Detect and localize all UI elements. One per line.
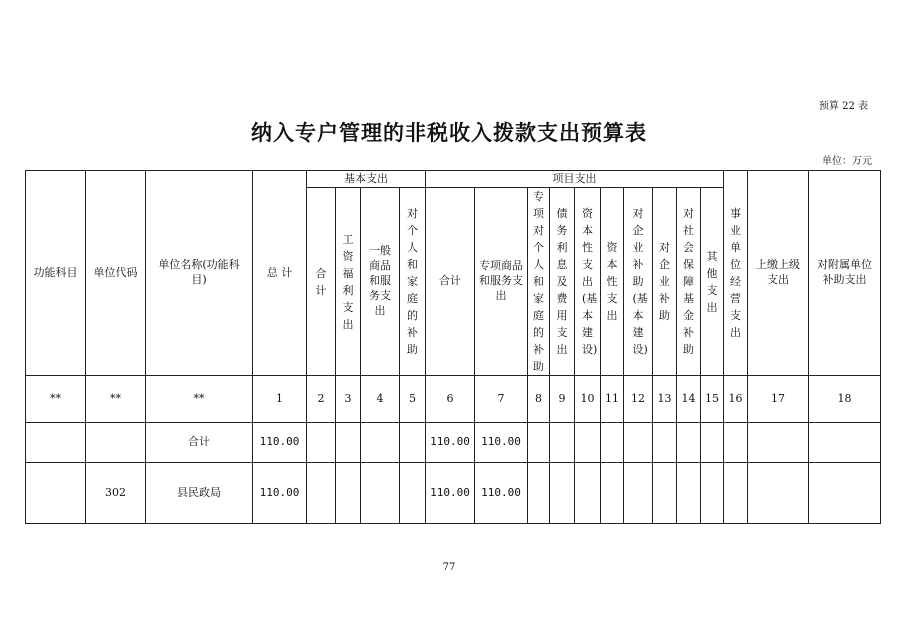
- index-cell: 18: [809, 376, 881, 423]
- budget-table: [25, 170, 881, 524]
- header-upper: 上缴上级支出: [748, 171, 809, 376]
- header-basic: 基本支出: [307, 171, 426, 188]
- header-p-total: 合计: [426, 188, 475, 376]
- index-cell: 9: [550, 376, 575, 423]
- index-cell: 14: [677, 376, 701, 423]
- index-cell: 1: [253, 376, 307, 423]
- cell-total: 110.00: [253, 423, 307, 463]
- index-cell: 11: [601, 376, 624, 423]
- header-affil: 对附属单位补助支出: [809, 171, 881, 376]
- header-b-wage: 工资福利支出: [336, 188, 361, 376]
- header-p-debt: 债务利息及费用支出: [550, 188, 575, 376]
- index-cell: 15: [701, 376, 724, 423]
- header-p-goods: 专项商品和服务支出: [475, 188, 528, 376]
- index-cell: 16: [724, 376, 748, 423]
- cell-name: 县民政局: [146, 463, 253, 524]
- cell-code: [86, 423, 146, 463]
- cell-p-total: 110.00: [426, 463, 475, 524]
- index-cell: **: [86, 376, 146, 423]
- index-cell: 2: [307, 376, 336, 423]
- header-p-capital: 资本性支出: [601, 188, 624, 376]
- header-b-goods: 一般商品和服务支出: [361, 188, 400, 376]
- header-p-ent-build: 对企业补助(基本建设): [624, 188, 653, 376]
- header-row-1: [26, 171, 881, 188]
- unit-label: 单位：万元: [822, 156, 872, 167]
- index-cell: 3: [336, 376, 361, 423]
- header-p-other: 其他支出: [701, 188, 724, 376]
- index-cell: **: [146, 376, 253, 423]
- index-cell: 12: [624, 376, 653, 423]
- index-cell: 5: [400, 376, 426, 423]
- header-func: 功能科目: [26, 171, 86, 376]
- cell-p-goods: 110.00: [475, 423, 528, 463]
- table-row: [26, 423, 881, 463]
- cell-func: [26, 463, 86, 524]
- header-b-total: 合计: [307, 188, 336, 376]
- index-cell: 13: [653, 376, 677, 423]
- header-name: 单位名称(功能科目): [146, 171, 253, 376]
- index-cell: 17: [748, 376, 809, 423]
- index-row: [26, 376, 881, 423]
- cell-p-goods: 110.00: [475, 463, 528, 524]
- index-cell: 7: [475, 376, 528, 423]
- index-cell: 6: [426, 376, 475, 423]
- header-p-social: 对社会保障基金补助: [677, 188, 701, 376]
- header-project: 项目支出: [426, 171, 724, 188]
- header-total: 总 计: [253, 171, 307, 376]
- cell-total: 110.00: [253, 463, 307, 524]
- index-cell: 10: [575, 376, 601, 423]
- header-p-subsidy: 专项对个人和家庭的补助: [528, 188, 550, 376]
- cell-name: 合计: [146, 423, 253, 463]
- index-cell: 8: [528, 376, 550, 423]
- header-code: 单位代码: [86, 171, 146, 376]
- page-title: 纳入专户管理的非税收入拨款支出预算表: [251, 120, 647, 145]
- header-p-ent: 对企业补助: [653, 188, 677, 376]
- cell-func: [26, 423, 86, 463]
- header-b-subsidy: 对个人和家庭的补助: [400, 188, 426, 376]
- table-row: [26, 463, 881, 524]
- header-business: 事业单位经营支出: [724, 171, 748, 376]
- index-cell: **: [26, 376, 86, 423]
- table-number-tag: 预算 22 表: [818, 101, 868, 112]
- index-cell: 4: [361, 376, 400, 423]
- cell-p-total: 110.00: [426, 423, 475, 463]
- page-number: 77: [442, 562, 456, 573]
- cell-code: 302: [86, 463, 146, 524]
- header-p-capital-build: 资本性支出(基本建设): [575, 188, 601, 376]
